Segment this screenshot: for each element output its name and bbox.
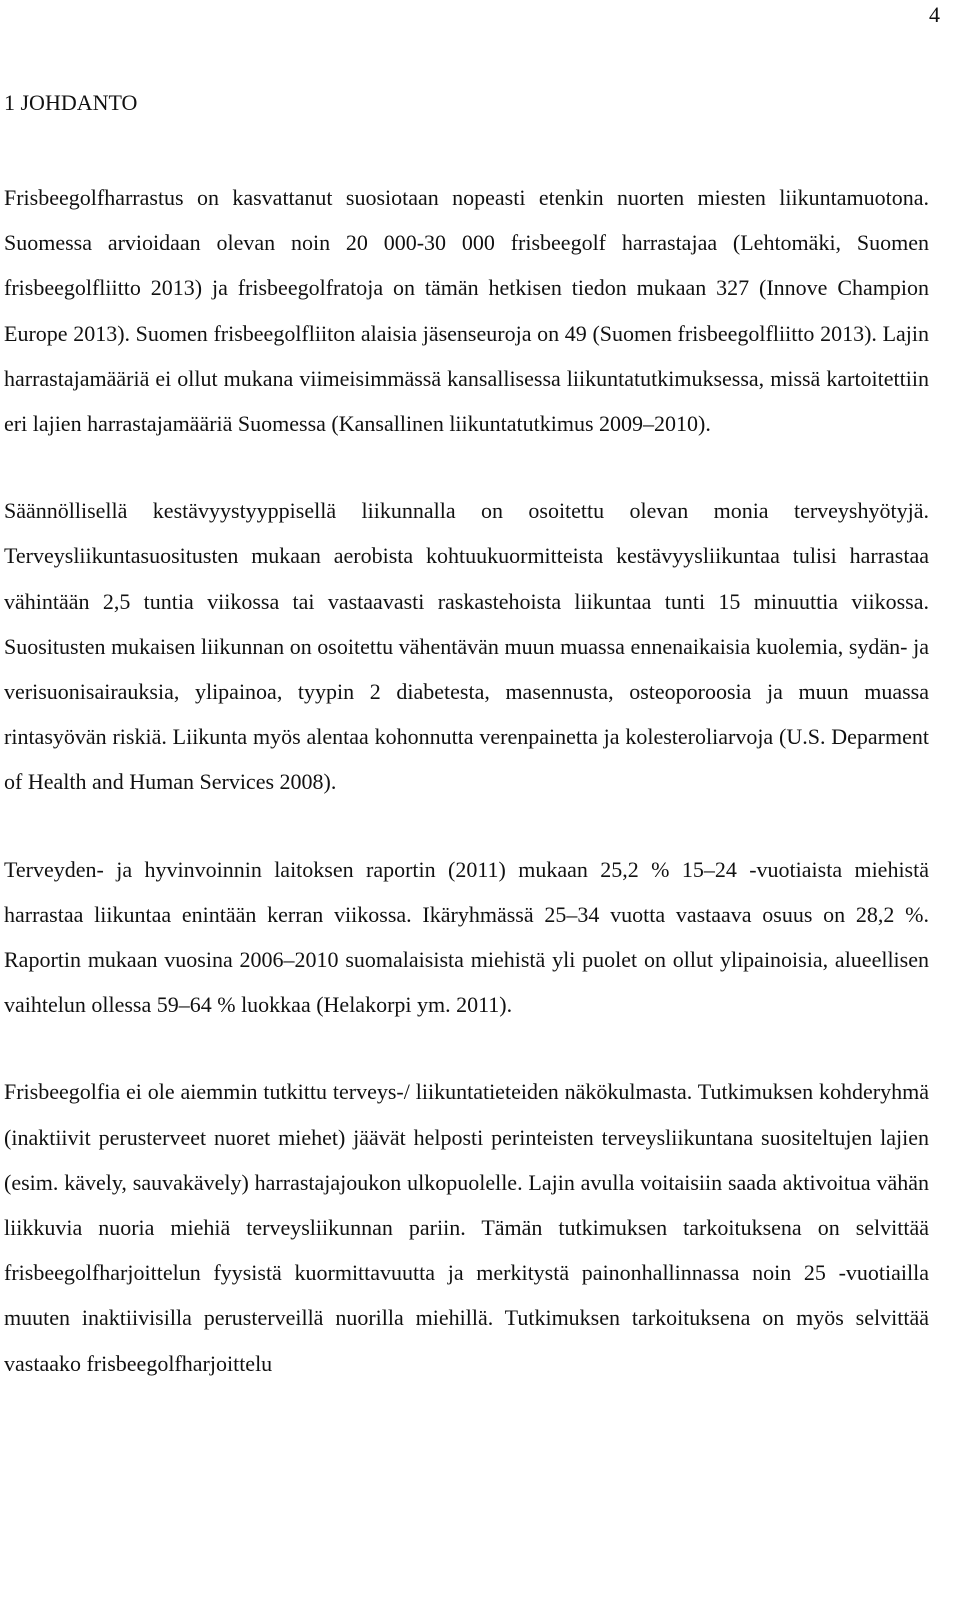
- paragraph-statistics: Terveyden- ja hyvinvoinnin laitoksen raportin (2011) mukaan 25,2 % 15–24 -vuotiaista miehistä harrastaa liikuntaa enintään kerran viikossa. Ikäryhmässä 25–34 vuotta vastaava osuus on 28,2 %. Raportin mukaan vuosina 2006–2010 suomalaisista miehistä yli puolet on ollut ylipainoisia, alueellisen vaihtelun ollessa 59–64 % luokkaa (Helakorpi ym. 2011).: [4, 856, 929, 1018]
- body-text: [4, 175, 929, 1386]
- page-number: 4: [929, 2, 940, 27]
- paragraph-intro: Frisbeegolfharrastus on kasvattanut suosiotaan nopeasti etenkin nuorten miesten liikuntamuotona. Suomessa arvioidaan olevan noin 20 000-30 000 frisbeegolf harrastajaa (Lehtomäki, Suomen frisbeegolfliitto 2013) ja frisbeegolfratoja on tämän hetkisen tiedon mukaan 327 (Innove Champion Europe 2013). Suomen frisbeegolfliiton alaisia jäsenseuroja on 49 (Suomen frisbeegolfliitto 2013). Lajin harrastajamääriä ei ollut mukana viimeisimmässä kansallisessa liikuntatutkimuksessa, missä kartoitettiin eri lajien harrastajamääriä Suomessa (Kansallinen liikuntatutkimus 2009–2010).: [4, 185, 929, 437]
- paragraph-health-benefits: Säännöllisellä kestävyystyyppisellä liikunnalla on osoitettu olevan monia terveyshyötyjä. Terveysliikuntasuositusten mukaan aerobista kohtuukuormitteista kestävyysliikuntaa tulisi harrastaa vähintään 2,5 tuntia viikossa tai vastaavasti raskastehoista liikuntaa tunti 15 minuuttia viikossa. Suositusten mukaisen liikunnan on osoitettu vähentävän muun muassa ennenaikaisia kuolemia, sydän- ja verisuonisairauksia, ylipainoa, tyypin 2 diabetesta, masennusta, osteoporoosia ja muun muassa rintasyövän riskiä. Liikunta myös alentaa kohonnutta verenpainetta ja kolesteroliarvoja (U.S. Deparment of Health and Human Services 2008).: [4, 498, 929, 795]
- section-heading: 1 JOHDANTO: [4, 90, 138, 115]
- paragraph-study-purpose: Frisbeegolfia ei ole aiemmin tutkittu terveys-/ liikuntatieteiden näkökulmasta. Tutkimuksen kohderyhmä (inaktiivit perusterveet nuoret miehet) jäävät helposti perinteisten terveysliikuntana suositeltujen lajien (esim. kävely, sauvakävely) harrastajajoukon ulkopuolelle. Lajin avulla voitaisiin saada aktivoitua vähän liikkuvia nuoria miehiä terveysliikunnan pariin. Tämän tutkimuksen tarkoituksena on selvittää frisbeegolfharjoittelun fyysistä kuormittavuutta ja merkitystä painonhallinnassa noin 25 -vuotiailla muuten inaktiivisilla perusterveillä nuorilla miehillä. Tutkimuksen tarkoituksena on myös selvittää vastaako frisbeegolfharjoittelu: [4, 1079, 929, 1376]
